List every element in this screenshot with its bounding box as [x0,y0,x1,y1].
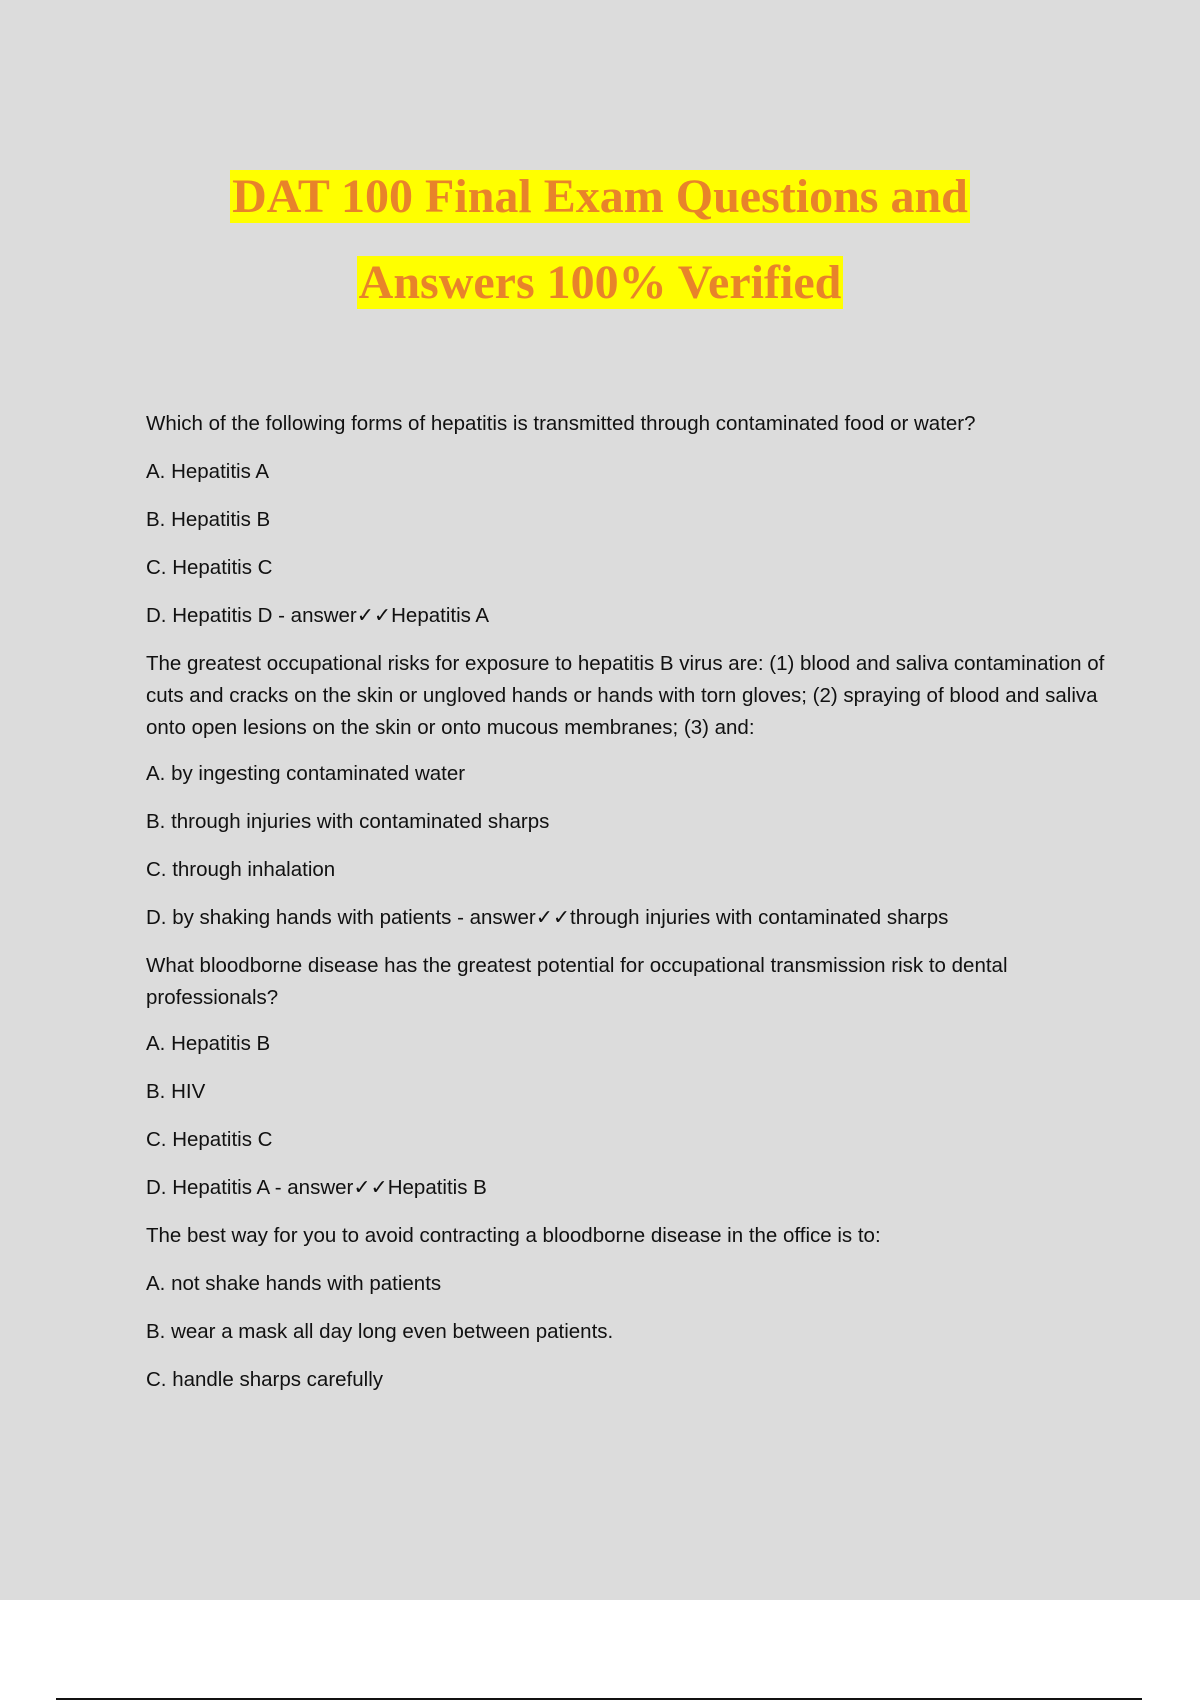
title-highlight-2: Answers 100% Verified [358,256,842,309]
document-title-line-1 [0,168,1200,226]
answer-option: B. through injuries with contaminated sharps [146,810,550,833]
answer-option: B. HIV [146,1080,206,1103]
answer-option: B. wear a mask all day long even between patients. [146,1320,614,1343]
answer-option: D. Hepatitis A - answer✓✓Hepatitis B [146,1176,487,1199]
answer-option: C. through inhalation [146,858,336,881]
answer-option: D. Hepatitis D - answer✓✓Hepatitis A [146,604,490,627]
question-text: What bloodborne disease has the greatest potential for occupational transmission risk to dental professionals? [146,954,1008,1009]
document-title-line-2 [0,254,1200,312]
answer-option: A. not shake hands with patients [146,1272,442,1295]
answer-option: A. Hepatitis A [146,460,270,483]
question-text: The best way for you to avoid contracting a bloodborne disease in the office is to: [146,1224,881,1247]
question-text: Which of the following forms of hepatitis is transmitted through contaminated food or water? [146,412,976,435]
answer-option: B. Hepatitis B [146,508,271,531]
document-body [146,408,1106,1412]
question-text: The greatest occupational risks for exposure to hepatitis B virus are: (1) blood and saliva contamination of cuts and cracks on the skin or ungloved hands or hands with torn gloves; (2) spraying of blood and saliva onto open lesions on the skin or onto mucous membranes; (3) and: [146,652,1105,739]
answer-option: C. handle sharps carefully [146,1368,384,1391]
answer-option: C. Hepatitis C [146,556,273,579]
answer-option: A. by ingesting contaminated water [146,762,466,785]
answer-option: C. Hepatitis C [146,1128,273,1151]
answer-option: D. by shaking hands with patients - answer✓✓through injuries with contaminated sharps [146,906,949,929]
title-highlight-1: DAT 100 Final Exam Questions and [232,170,968,223]
answer-option: A. Hepatitis B [146,1032,271,1055]
